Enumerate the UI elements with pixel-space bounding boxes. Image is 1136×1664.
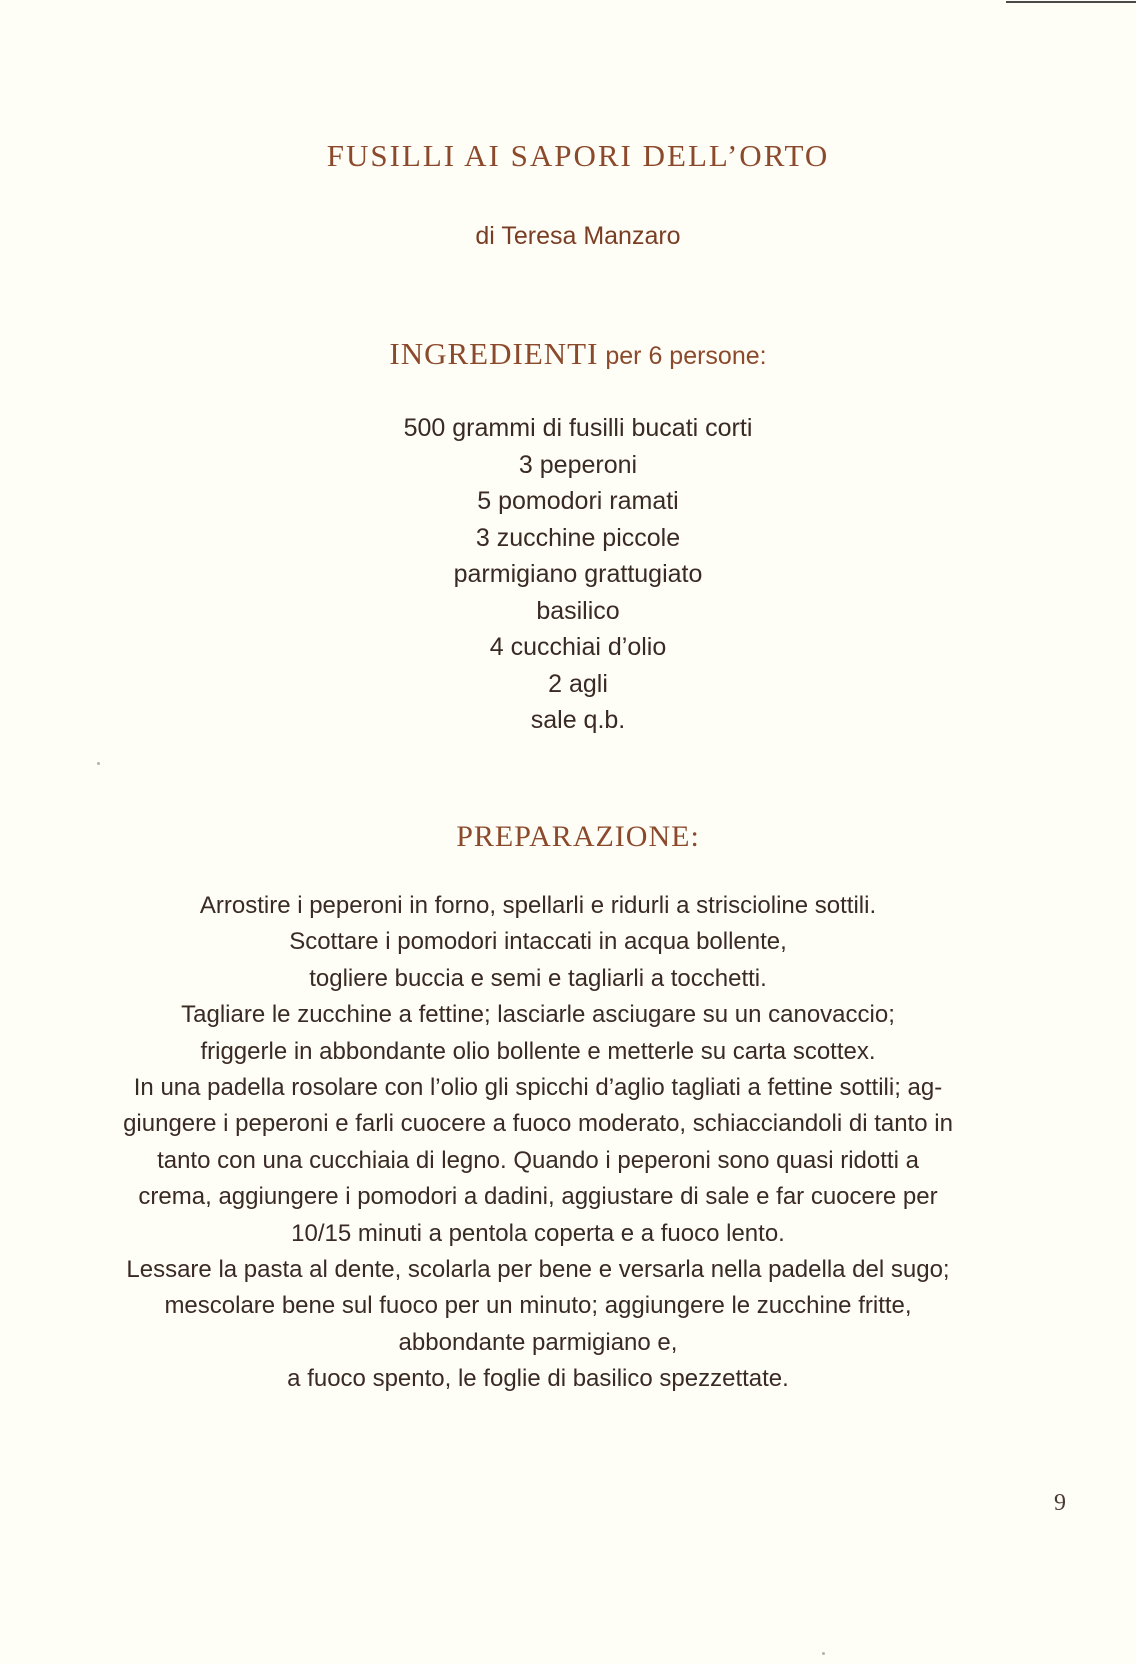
preparation-line: mescolare bene sul fuoco per un minuto; aggiungere le zucchine fritte, (164, 1292, 912, 1320)
ingredient-item: 2 agli (548, 669, 608, 698)
ingredient-item: basilico (536, 596, 620, 625)
page-edge-line (1006, 1, 1136, 3)
paper-speck (822, 1652, 825, 1655)
ingredient-item: 5 pomodori ramati (477, 487, 679, 515)
ingredient-item: 3 peperoni (518, 450, 638, 479)
preparation-line: 10/15 minuti a pentola coperta e a fuoco lento. (291, 1219, 785, 1247)
preparation-line: abbondante parmigiano e, (398, 1328, 678, 1356)
ingredient-item: 3 zucchine piccole (475, 523, 681, 552)
preparation-text (60, 888, 1016, 1398)
preparation-line: giungere i peperoni e farli cuocere a fuoco moderato, schiacciandoli di tanto in (123, 1110, 953, 1138)
preparation-line: togliere buccia e semi e tagliarli a tocchetti. (309, 964, 767, 992)
preparation-line: Lessare la pasta al dente, scolarla per bene e versarla nella padella del sugo; (126, 1256, 950, 1284)
page-number: 9 (1054, 1490, 1066, 1516)
recipe-title: FUSILLI AI SAPORI DELL’ORTO (326, 138, 830, 173)
ingredients-heading (20, 336, 1136, 372)
ingredient-item: parmigiano grattugiato (453, 560, 703, 588)
ingredient-item: 4 cucchiai d’olio (489, 633, 667, 661)
preparation-line: Tagliare le zucchine a fettine; lasciarle asciugare su un canovaccio; (181, 1001, 895, 1029)
preparation-line: crema, aggiungere i pomodori a dadini, aggiustare di sale e far cuocere per (138, 1183, 938, 1211)
ingredients-list (20, 410, 1136, 739)
preparation-line: Scottare i pomodori intaccati in acqua bollente, (289, 928, 787, 956)
ingredients-heading-label: INGREDIENTI (389, 336, 599, 371)
ingredient-item: 500 grammi di fusilli bucati corti (403, 414, 753, 442)
preparation-line: tanto con una cucchiaia di legno. Quando i peperoni sono quasi ridotti a (157, 1146, 919, 1174)
preparation-heading: PREPARAZIONE: (456, 820, 700, 853)
preparation-line: Arrostire i peperoni in forno, spellarli e ridurli a striscioline sottili. (199, 892, 877, 919)
preparation-line: In una padella rosolare con l’olio gli spicchi d’aglio tagliati a fettine sottili; ag- (133, 1074, 943, 1102)
ingredient-item: sale q.b. (530, 706, 626, 734)
preparation-line: friggerle in abbondante olio bollente e metterle su carta scottex. (200, 1037, 876, 1065)
recipe-author: di Teresa Manzaro (475, 222, 681, 250)
preparation-line: a fuoco spento, le foglie di basilico spezzettate. (287, 1365, 789, 1393)
paper-speck (97, 762, 100, 765)
ingredients-heading-servings: per 6 persone: (598, 342, 767, 370)
